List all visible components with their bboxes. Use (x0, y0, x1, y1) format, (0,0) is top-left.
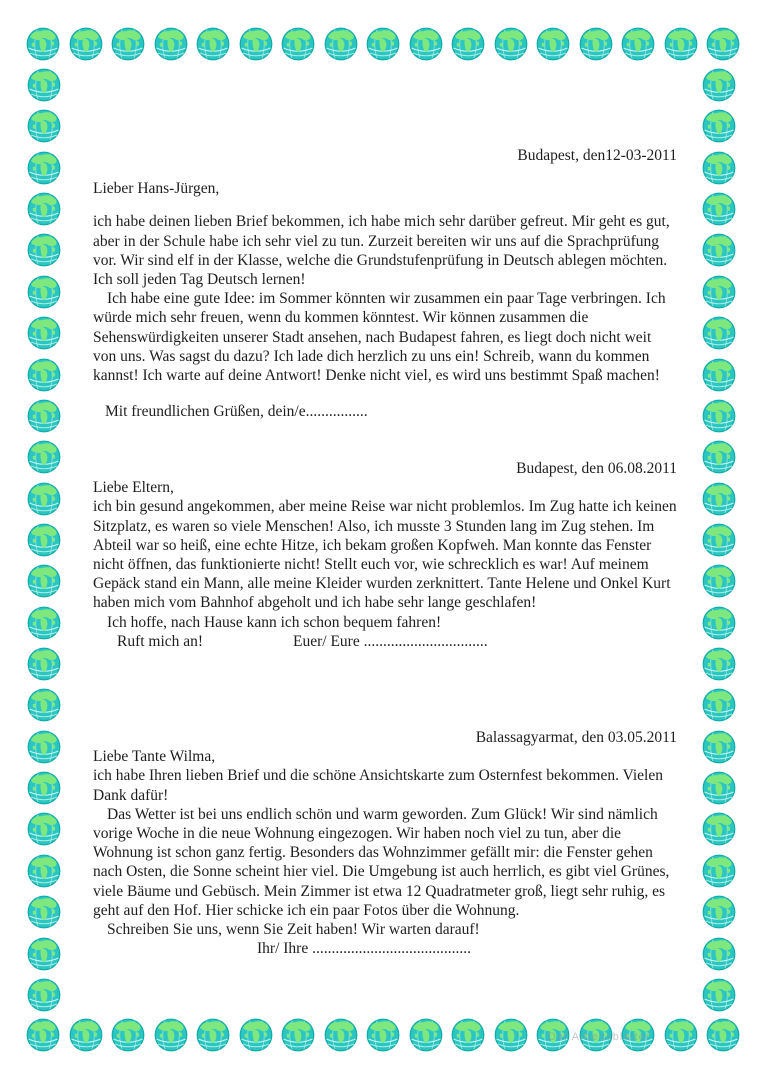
letter-hans-juergen (93, 146, 677, 421)
globe-icon (702, 399, 736, 433)
globe-icon (702, 316, 736, 350)
globe-icon (494, 27, 528, 61)
letter-paragraph: Schreiben Sie uns, wenn Sie Zeit haben! Wir warten darauf! (107, 921, 480, 939)
globe-icon (27, 109, 61, 143)
globe-icon (27, 275, 61, 309)
letter-paragraph: ich bin gesund angekommen, aber meine Reise war nicht problemlos. Im Zug hatte ich keinen Sitzplatz, es waren so viele Menschen! Also, ich musste 3 Stunden lang im Zug stehen. Im Abteil war so heiß, eine echte Hitze, ich bekam großen Kopfweh. Man konnte das Fenster nicht öffnen, das funktionierte nicht! Stellt euch vor, wie schrecklich es war! Auf meinem Gepäck stand ein Mann, alle meine Kleider wurden zerknittert. Tante Helene und Onkel Kurt haben mich vom Bahnhof abgeholt und ich habe sehr lange geschlafen! (93, 498, 677, 612)
globe-icon (366, 27, 400, 61)
globe-icon (154, 1018, 188, 1052)
globe-icon (196, 27, 230, 61)
globe-icon (27, 688, 61, 722)
letter-date: Budapest, den12-03-2011 (517, 147, 677, 164)
globe-icon (702, 482, 736, 516)
letter-date: Budapest, den 06.08.2011 (516, 460, 677, 477)
globe-icon (702, 151, 736, 185)
globe-icon (409, 27, 443, 61)
globe-icon (27, 68, 61, 102)
globe-icon (27, 151, 61, 185)
letter-paragraph: Das Wetter ist bei uns endlich schön und warm geworden. Zum Glück! Wir sind nämlich vorige Woche in die neue Wohnung eingezogen. Wir haben noch viel zu tun, aber die Wohnung ist schon ganz fertig. Besonders das Wohnzimmer gefällt mir: die Fenster gehen nach Osten, die Sonne scheint hier viel. Die Umgebung ist auch herrlich, es gibt viel Grünes, viele Bäume und Gebüsch. Mein Zimmer ist etwa 12 Quadratmeter groß, liegt sehr ruhig, es geht auf den Hof. Hier schicke ich ein paar Fotos über die Wohnung. (93, 805, 670, 919)
globe-icon (26, 27, 60, 61)
globe-icon (27, 440, 61, 474)
globe-icon (27, 647, 61, 681)
globe-icon (26, 1018, 60, 1052)
globe-icon (702, 275, 736, 309)
globe-icon (281, 27, 315, 61)
globe-icon (111, 27, 145, 61)
letter-date: Balassagyarmat, den 03.05.2011 (475, 729, 677, 746)
globe-border-left (27, 68, 61, 1012)
globe-icon (702, 812, 736, 846)
globe-icon (27, 895, 61, 929)
globe-icon (702, 606, 736, 640)
globe-icon (27, 771, 61, 805)
globe-icon (706, 27, 740, 61)
letter-eltern (93, 459, 677, 651)
letter-signoff-row (93, 632, 677, 651)
globe-icon (702, 233, 736, 267)
globe-icon (621, 27, 655, 61)
globe-icon (451, 1018, 485, 1052)
letter-salutation: Liebe Eltern, (93, 479, 174, 497)
globe-icon (27, 564, 61, 598)
letter-tante-wilma (93, 728, 677, 958)
globe-icon (702, 730, 736, 764)
globe-icon (281, 1018, 315, 1052)
globe-icon (27, 978, 61, 1012)
globe-icon (702, 109, 736, 143)
globe-icon (27, 523, 61, 557)
globe-icon (27, 316, 61, 350)
letter-paragraph: Ich hoffe, nach Hause kann ich schon bequem fahren! (107, 613, 442, 631)
globe-icon (451, 27, 485, 61)
globe-icon (702, 523, 736, 557)
globe-border-right (702, 68, 736, 1012)
letter-paragraph: ich habe Ihren lieben Brief und die schöne Ansichtskarte zum Osternfest bekommen. Vielen Dank dafür! (93, 767, 663, 804)
globe-icon (27, 233, 61, 267)
globe-icon (409, 1018, 443, 1052)
letter-salutation: Lieber Hans-Jürgen, (93, 180, 220, 198)
globe-icon (702, 854, 736, 888)
globe-icon (702, 68, 736, 102)
site-watermark: Daf Arbeitsblätter (548, 1031, 651, 1043)
globe-icon (27, 854, 61, 888)
globe-icon (111, 1018, 145, 1052)
globe-icon (239, 1018, 273, 1052)
letter-paragraph: ich habe deinen lieben Brief bekommen, ich habe mich sehr darüber gefreut. Mir geht es gut, aber in der Schule habe ich sehr viel zu tun. Zurzeit bereiten wir uns auf die Sprachprüfung vor. Wir sind elf in der Klasse, welche die Grundstufenprüfung in Deutsch ablegen möchten. Ich soll jeden Tag Deutsch lernen! (93, 213, 670, 289)
globe-icon (27, 358, 61, 392)
globe-icon (366, 1018, 400, 1052)
globe-icon (69, 27, 103, 61)
globe-icon (69, 1018, 103, 1052)
globe-icon (239, 27, 273, 61)
signoff-left-label: Ruft mich an! (117, 632, 204, 650)
globe-icon (702, 440, 736, 474)
globe-icon (702, 895, 736, 929)
globe-icon (702, 358, 736, 392)
globe-icon (579, 27, 613, 61)
globe-icon (27, 812, 61, 846)
globe-icon (536, 27, 570, 61)
globe-icon (27, 482, 61, 516)
letter-salutation: Liebe Tante Wilma, (93, 748, 216, 766)
letter-closing: Ihr/ Ihre ......................................... (257, 940, 471, 958)
globe-icon (27, 730, 61, 764)
globe-icon (196, 1018, 230, 1052)
signoff-right-label: Euer/ Eure ................................ (293, 632, 488, 650)
globe-icon (27, 937, 61, 971)
globe-icon (324, 27, 358, 61)
globe-icon (324, 1018, 358, 1052)
globe-icon (702, 937, 736, 971)
globe-icon (154, 27, 188, 61)
globe-icon (494, 1018, 528, 1052)
globe-icon (702, 192, 736, 226)
globe-icon (27, 399, 61, 433)
globe-icon (27, 606, 61, 640)
globe-icon (702, 978, 736, 1012)
letter-closing: Mit freundlichen Grüßen, dein/e................ (105, 403, 368, 421)
letter-paragraph: Ich habe eine gute Idee: im Sommer könnten wir zusammen ein paar Tage verbringen. Ich würde mich sehr freuen, wenn du kommen könntest. Wir können zusammen die Sehenswürdigkeiten unserer Stadt ansehen, nach Budapest fahren, es liegt doch nicht weit von uns. Was sagst du dazu? Ich lade dich herzlich zu uns ein! Schreib, wann du kommen kannst! Ich warte auf deine Antwort! Denke nicht viel, es wird uns bestimmt Spaß machen! (93, 290, 666, 385)
globe-icon (664, 27, 698, 61)
globe-icon (702, 564, 736, 598)
globe-icon (27, 192, 61, 226)
globe-icon (702, 771, 736, 805)
globe-icon (702, 647, 736, 681)
globe-icon (702, 688, 736, 722)
globe-border-top (26, 27, 740, 61)
